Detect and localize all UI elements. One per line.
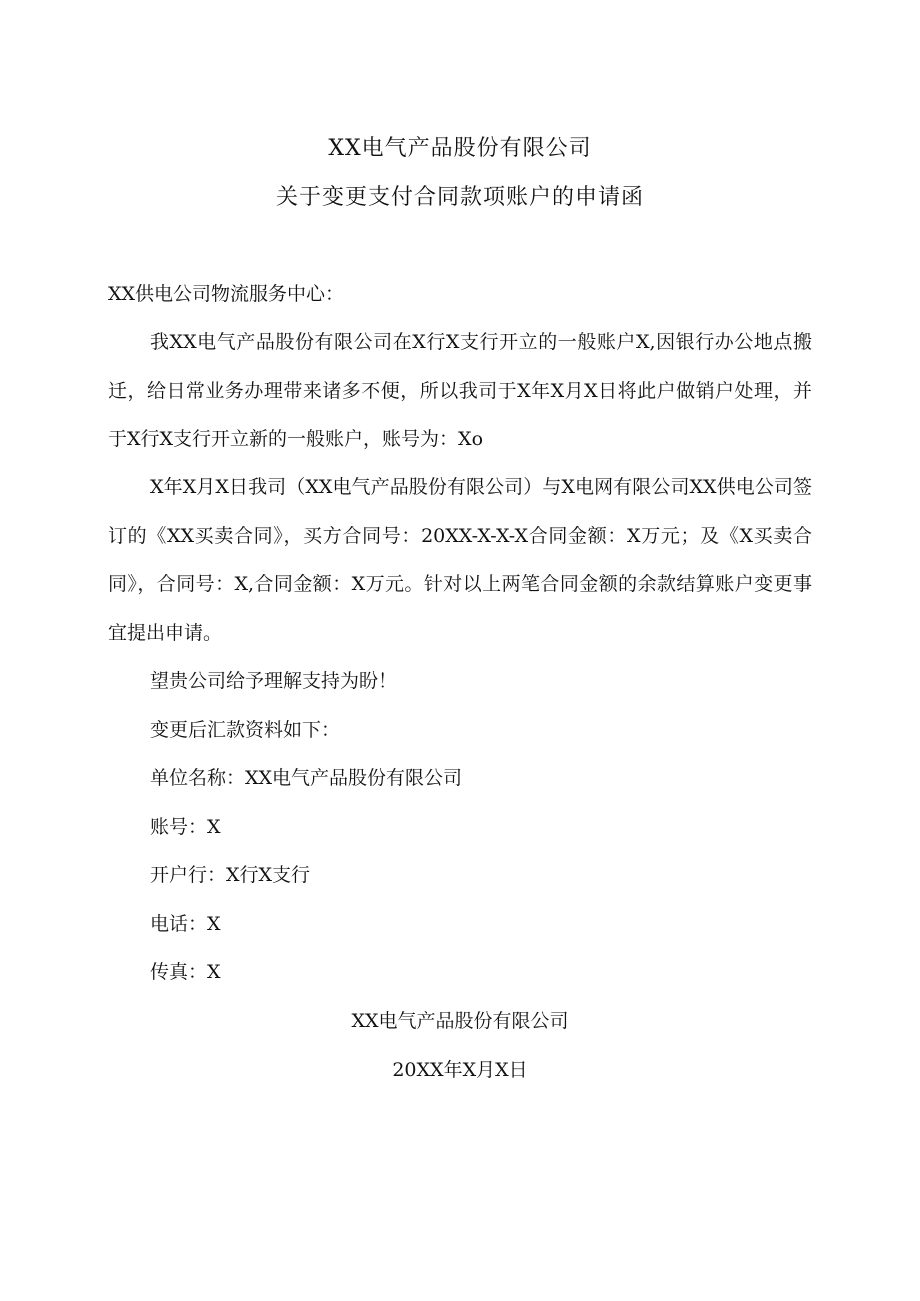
signature-date: 20XX年X月X日 bbox=[392, 1059, 528, 1081]
unit-name: 单位名称：XX电气产品股份有限公司 bbox=[150, 767, 463, 789]
signature-company: XX电气产品股份有限公司 bbox=[351, 1010, 569, 1032]
info-intro: 变更后汇款资料如下： bbox=[150, 719, 341, 741]
opening-bank: 开户行：X行X支行 bbox=[150, 864, 311, 886]
fax: 传真：X bbox=[150, 961, 221, 983]
account-number: 账号：X bbox=[150, 816, 221, 838]
paragraph-contract-info: X年X月X日我司（XX电气产品股份有限公司）与X电网有限公司XX供电公司签订的《XX买卖合同》，买方合同号：20XX-X-X-X合同金额：X万元；及《X买卖合同》，合同号：X,合同金额：X万元。针对以上两笔合同金额的余款结算账户变更事宜提出申请。 bbox=[108, 476, 812, 644]
salutation: XX供电公司物流服务中心： bbox=[108, 283, 345, 305]
paragraph-account-change: 我XX电气产品股份有限公司在X行X支行开立的一般账户X,因银行办公地点搬迁，给日常业务办理带来诸多不便，所以我司于X年X月X日将此户做销户处理，并于X行X支行开立新的一般账户，账号为：Xo bbox=[108, 331, 812, 450]
letter-title: 关于变更支付合同款项账户的申请函 bbox=[275, 185, 644, 210]
company-title: XX电气产品股份有限公司 bbox=[328, 136, 592, 161]
request-line: 望贵公司给予理解支持为盼！ bbox=[150, 670, 398, 692]
phone: 电话：X bbox=[150, 913, 221, 935]
